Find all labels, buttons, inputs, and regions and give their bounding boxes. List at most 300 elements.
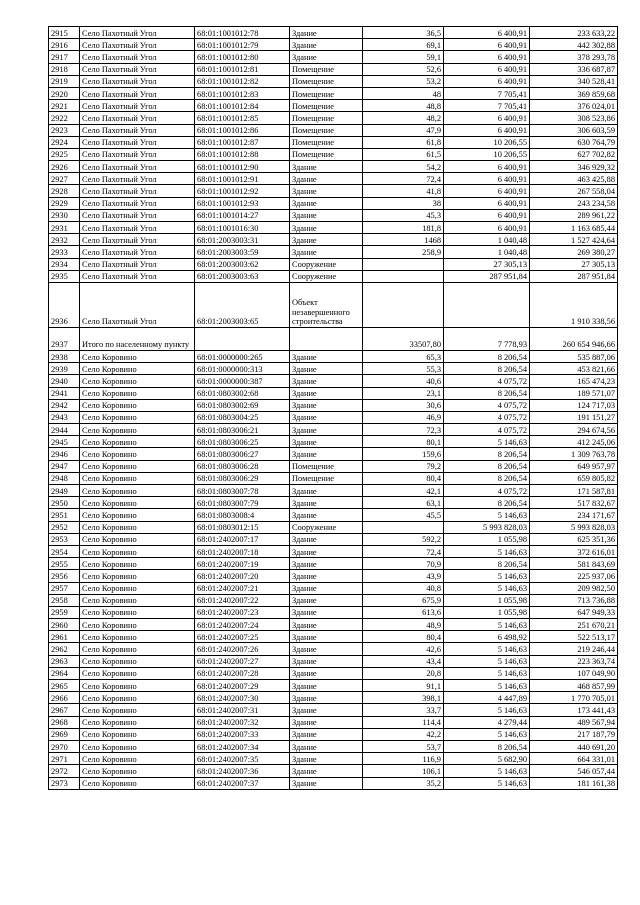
cell-settlement: Село Пахотный Угол <box>80 185 195 197</box>
cell-row-number: 2919 <box>49 75 80 87</box>
cell-cadastral-number: 68:01:1001016:30 <box>195 222 290 234</box>
cell-cadastral-number: 68:01:0803002:68 <box>195 387 290 399</box>
cell-object-type: Здание <box>290 777 363 789</box>
table-row <box>49 716 618 728</box>
cell-area: 48,2 <box>363 112 444 124</box>
cell-settlement: Село Коровино <box>80 692 195 704</box>
cell-cadastral-value: 234 171,67 <box>530 509 618 521</box>
cell-area: 45,3 <box>363 209 444 221</box>
cell-object-type: Здание <box>290 375 363 387</box>
cell-object-type: Здание <box>290 222 363 234</box>
table-row <box>49 460 618 472</box>
cell-cadastral-value: 630 764,79 <box>530 136 618 148</box>
table-row <box>49 39 618 51</box>
cell-settlement: Село Коровино <box>80 448 195 460</box>
cell-object-type: Здание <box>290 363 363 375</box>
cell-area <box>363 258 444 270</box>
cell-settlement: Село Пахотный Угол <box>80 100 195 112</box>
cell-row-number: 2943 <box>49 411 80 423</box>
cell-area: 72,4 <box>363 173 444 185</box>
table-row <box>49 570 618 582</box>
cell-unit-value: 6 400,91 <box>444 124 530 136</box>
cell-settlement: Село Коровино <box>80 655 195 667</box>
cell-settlement: Село Пахотный Угол <box>80 161 195 173</box>
cell-cadastral-value: 713 736,88 <box>530 594 618 606</box>
cell-row-number: 2967 <box>49 704 80 716</box>
cell-settlement: Село Пахотный Угол <box>80 124 195 136</box>
cell-row-number: 2918 <box>49 63 80 75</box>
cell-object-type: Здание <box>290 680 363 692</box>
cell-row-number: 2948 <box>49 472 80 484</box>
cell-cadastral-value: 1 309 763,78 <box>530 448 618 460</box>
cell-cadastral-value: 1 163 685,44 <box>530 222 618 234</box>
cell-row-number: 2957 <box>49 582 80 594</box>
cell-settlement: Село Коровино <box>80 485 195 497</box>
cell-row-number: 2961 <box>49 631 80 643</box>
cell-cadastral-number: 68:01:2402007:24 <box>195 619 290 631</box>
table-row <box>49 112 618 124</box>
cell-settlement: Село Пахотный Угол <box>80 258 195 270</box>
cell-object-type: Здание <box>290 39 363 51</box>
cell-row-number: 2962 <box>49 643 80 655</box>
cell-unit-value: 6 400,91 <box>444 51 530 63</box>
cell-object-type: Помещение <box>290 87 363 99</box>
cell-row-number: 2925 <box>49 148 80 160</box>
table-row <box>49 680 618 692</box>
cell-cadastral-number: 68:01:2402007:35 <box>195 753 290 765</box>
cell-object-type: Здание <box>290 411 363 423</box>
cell-cadastral-value: 269 380,27 <box>530 246 618 258</box>
cell-area: 54,2 <box>363 161 444 173</box>
cell-unit-value: 1 055,98 <box>444 533 530 545</box>
cell-object-type: Здание <box>290 485 363 497</box>
table-row <box>49 777 618 789</box>
cell-settlement: Село Пахотный Угол <box>80 246 195 258</box>
cell-settlement: Село Коровино <box>80 570 195 582</box>
cell-cadastral-value: 251 670,21 <box>530 619 618 631</box>
cell-unit-value: 10 206,55 <box>444 148 530 160</box>
cell-settlement: Село Коровино <box>80 411 195 423</box>
cell-cadastral-value: 468 857,99 <box>530 680 618 692</box>
cell-object-type: Помещение <box>290 100 363 112</box>
cell-cadastral-number: 68:01:1001012:83 <box>195 87 290 99</box>
cell-cadastral-value: 165 474,23 <box>530 375 618 387</box>
cell-settlement: Село Коровино <box>80 363 195 375</box>
cell-unit-value: 4 075,72 <box>444 375 530 387</box>
cell-cadastral-number: 68:01:2402007:28 <box>195 667 290 679</box>
table-row <box>49 448 618 460</box>
cell-cadastral-value: 659 805,82 <box>530 472 618 484</box>
cell-unit-value: 7 705,41 <box>444 87 530 99</box>
cell-cadastral-value: 294 674,56 <box>530 424 618 436</box>
cell-object-type: Здание <box>290 692 363 704</box>
cell-settlement: Село Коровино <box>80 424 195 436</box>
cell-object-type: Здание <box>290 558 363 570</box>
cell-cadastral-number: 68:01:1001012:90 <box>195 161 290 173</box>
table-row <box>49 631 618 643</box>
cell-unit-value: 8 206,54 <box>444 363 530 375</box>
cell-settlement: Село Коровино <box>80 399 195 411</box>
cell-area: 80,4 <box>363 631 444 643</box>
cell-cadastral-number: 68:01:2402007:34 <box>195 740 290 752</box>
cell-cadastral-number: 68:01:0803002:69 <box>195 399 290 411</box>
cell-cadastral-number: 68:01:2402007:25 <box>195 631 290 643</box>
cell-row-number: 2929 <box>49 197 80 209</box>
cell-area: 36,5 <box>363 27 444 39</box>
cell-settlement: Село Коровино <box>80 594 195 606</box>
cell-settlement: Село Коровино <box>80 728 195 740</box>
table-row <box>49 740 618 752</box>
cell-object-type: Здание <box>290 728 363 740</box>
cell-settlement: Село Пахотный Угол <box>80 270 195 282</box>
cell-settlement: Село Коровино <box>80 740 195 752</box>
cell-object-type: Объект незавершенного строительства <box>290 282 363 327</box>
table-row <box>49 197 618 209</box>
table-row <box>49 51 618 63</box>
cell-cadastral-number: 68:01:2402007:19 <box>195 558 290 570</box>
cell-cadastral-value: 189 571,07 <box>530 387 618 399</box>
cell-settlement: Село Коровино <box>80 436 195 448</box>
table-row <box>49 655 618 667</box>
cell-cadastral-value: 463 425,88 <box>530 173 618 185</box>
cell-unit-value: 4 075,72 <box>444 399 530 411</box>
cell-unit-value: 287 951,84 <box>444 270 530 282</box>
table-row <box>49 619 618 631</box>
cell-cadastral-number: 68:01:2402007:26 <box>195 643 290 655</box>
cell-object-type: Здание <box>290 655 363 667</box>
cell-object-type: Здание <box>290 497 363 509</box>
cell-row-number: 2959 <box>49 606 80 618</box>
cell-unit-value: 6 400,91 <box>444 173 530 185</box>
cell-row-number: 2946 <box>49 448 80 460</box>
cell-settlement: Село Пахотный Угол <box>80 39 195 51</box>
cell-cadastral-number: 68:01:1001012:92 <box>195 185 290 197</box>
cell-object-type: Помещение <box>290 136 363 148</box>
cell-object-type: Помещение <box>290 112 363 124</box>
cell-row-number: 2971 <box>49 753 80 765</box>
cell-row-number: 2955 <box>49 558 80 570</box>
cell-area: 48,8 <box>363 100 444 112</box>
cell-cadastral-number: 68:01:0803004:25 <box>195 411 290 423</box>
cell-area <box>363 270 444 282</box>
cell-unit-value: 7 705,41 <box>444 100 530 112</box>
cell-row-number: 2920 <box>49 87 80 99</box>
cell-object-type: Сооружение <box>290 258 363 270</box>
table-row <box>49 234 618 246</box>
cell-row-number: 2934 <box>49 258 80 270</box>
cell-area: 91,1 <box>363 680 444 692</box>
cell-cadastral-number: 68:01:0803006:29 <box>195 472 290 484</box>
table-row <box>49 667 618 679</box>
cell-cadastral-number: 68:01:2402007:37 <box>195 777 290 789</box>
cell-row-number: 2926 <box>49 161 80 173</box>
cell-cadastral-value: 581 843,69 <box>530 558 618 570</box>
cell-row-number: 2954 <box>49 545 80 557</box>
cell-row-number: 2942 <box>49 399 80 411</box>
cell-object-type: Помещение <box>290 472 363 484</box>
cell-object-type: Здание <box>290 234 363 246</box>
cell-unit-value: 8 206,54 <box>444 460 530 472</box>
cell-area: 41,8 <box>363 185 444 197</box>
cell-cadastral-value: 209 982,50 <box>530 582 618 594</box>
cell-cadastral-value: 453 821,66 <box>530 363 618 375</box>
cell-unit-value: 5 146,63 <box>444 728 530 740</box>
cell-row-number: 2927 <box>49 173 80 185</box>
cell-cadastral-number: 68:01:1001012:84 <box>195 100 290 112</box>
cell-unit-value: 5 146,63 <box>444 509 530 521</box>
cell-cadastral-value: 124 717,03 <box>530 399 618 411</box>
cell-area: 80,4 <box>363 472 444 484</box>
cell-object-type <box>290 327 363 350</box>
cell-cadastral-number: 68:01:2402007:36 <box>195 765 290 777</box>
table-row <box>49 594 618 606</box>
cell-cadastral-value: 267 558,04 <box>530 185 618 197</box>
cell-settlement: Село Коровино <box>80 704 195 716</box>
cell-cadastral-value: 171 587,81 <box>530 485 618 497</box>
cell-area: 33507,80 <box>363 327 444 350</box>
cell-row-number: 2921 <box>49 100 80 112</box>
cell-settlement: Село Коровино <box>80 375 195 387</box>
cell-unit-value: 4 075,72 <box>444 485 530 497</box>
cell-area: 35,2 <box>363 777 444 789</box>
cell-settlement: Село Пахотный Угол <box>80 209 195 221</box>
table-row <box>49 497 618 509</box>
cell-unit-value: 5 146,63 <box>444 704 530 716</box>
cell-unit-value: 5 146,63 <box>444 619 530 631</box>
cell-unit-value: 7 778,93 <box>444 327 530 350</box>
table-row <box>49 350 618 362</box>
cell-unit-value: 5 682,90 <box>444 753 530 765</box>
cell-row-number: 2969 <box>49 728 80 740</box>
cell-area: 48 <box>363 87 444 99</box>
cell-object-type: Здание <box>290 643 363 655</box>
cell-cadastral-number: 68:01:2003003:59 <box>195 246 290 258</box>
cell-settlement: Село Пахотный Угол <box>80 197 195 209</box>
cell-cadastral-number: 68:01:2003003:62 <box>195 258 290 270</box>
cell-cadastral-number: 68:01:0803007:78 <box>195 485 290 497</box>
cell-unit-value: 4 075,72 <box>444 424 530 436</box>
cell-cadastral-number: 68:01:2402007:27 <box>195 655 290 667</box>
table-row <box>49 100 618 112</box>
cell-unit-value: 6 498,92 <box>444 631 530 643</box>
cell-cadastral-value: 225 937,06 <box>530 570 618 582</box>
cell-cadastral-number: 68:01:2402007:20 <box>195 570 290 582</box>
table-row <box>49 136 618 148</box>
cell-cadastral-value: 378 293,78 <box>530 51 618 63</box>
cell-settlement: Село Коровино <box>80 558 195 570</box>
cell-object-type: Сооружение <box>290 521 363 533</box>
cell-cadastral-value: 219 246,44 <box>530 643 618 655</box>
cell-area: 159,6 <box>363 448 444 460</box>
cell-row-number: 2940 <box>49 375 80 387</box>
cell-unit-value: 5 146,63 <box>444 570 530 582</box>
cell-area: 52,6 <box>363 63 444 75</box>
cell-area: 70,9 <box>363 558 444 570</box>
cell-object-type: Здание <box>290 209 363 221</box>
cell-cadastral-value: 308 523,86 <box>530 112 618 124</box>
cell-unit-value: 8 206,54 <box>444 472 530 484</box>
cell-cadastral-number: 68:01:2402007:23 <box>195 606 290 618</box>
cell-settlement: Село Коровино <box>80 472 195 484</box>
cell-row-number: 2951 <box>49 509 80 521</box>
cell-unit-value: 1 055,98 <box>444 594 530 606</box>
table-row <box>49 148 618 160</box>
cell-row-number: 2933 <box>49 246 80 258</box>
cell-cadastral-value: 260 654 946,66 <box>530 327 618 350</box>
cell-cadastral-number: 68:01:2402007:17 <box>195 533 290 545</box>
cell-row-number: 2915 <box>49 27 80 39</box>
cell-unit-value: 1 040,48 <box>444 234 530 246</box>
cell-object-type: Здание <box>290 704 363 716</box>
cell-object-type: Здание <box>290 173 363 185</box>
cell-area: 116,9 <box>363 753 444 765</box>
cell-settlement: Село Коровино <box>80 716 195 728</box>
cell-row-number: 2938 <box>49 350 80 362</box>
cell-area: 106,1 <box>363 765 444 777</box>
cell-area: 43,4 <box>363 655 444 667</box>
cell-settlement: Село Пахотный Угол <box>80 136 195 148</box>
cell-row-number: 2973 <box>49 777 80 789</box>
cell-object-type: Здание <box>290 619 363 631</box>
cell-cadastral-value: 649 957,97 <box>530 460 618 472</box>
cell-object-type: Здание <box>290 27 363 39</box>
cell-unit-value: 5 146,63 <box>444 582 530 594</box>
cell-row-number: 2952 <box>49 521 80 533</box>
cell-object-type: Здание <box>290 387 363 399</box>
cell-cadastral-number: 68:01:0803006:25 <box>195 436 290 448</box>
cell-unit-value: 6 400,91 <box>444 75 530 87</box>
cell-object-type: Здание <box>290 545 363 557</box>
cell-cadastral-number: 68:01:1001012:85 <box>195 112 290 124</box>
cell-cadastral-value: 217 187,79 <box>530 728 618 740</box>
cell-area: 258,9 <box>363 246 444 258</box>
cell-cadastral-number: 68:01:0000000:313 <box>195 363 290 375</box>
cell-cadastral-value: 287 951,84 <box>530 270 618 282</box>
cell-row-number: 2972 <box>49 765 80 777</box>
cell-settlement: Село Коровино <box>80 765 195 777</box>
cell-cadastral-value: 627 702,82 <box>530 148 618 160</box>
table-row <box>49 424 618 436</box>
cell-area: 181,8 <box>363 222 444 234</box>
cell-cadastral-number: 68:01:1001012:93 <box>195 197 290 209</box>
cell-cadastral-number: 68:01:0803006:27 <box>195 448 290 460</box>
cell-settlement: Село Пахотный Угол <box>80 75 195 87</box>
cell-object-type: Помещение <box>290 75 363 87</box>
cell-row-number: 2923 <box>49 124 80 136</box>
cell-area: 675,9 <box>363 594 444 606</box>
cell-area: 398,1 <box>363 692 444 704</box>
table-row <box>49 222 618 234</box>
cell-cadastral-number <box>195 327 290 350</box>
cell-cadastral-number: 68:01:0803006:21 <box>195 424 290 436</box>
cell-settlement: Село Коровино <box>80 350 195 362</box>
cell-unit-value: 5 146,63 <box>444 643 530 655</box>
cell-area: 53,7 <box>363 740 444 752</box>
cell-cadastral-number: 68:01:1001012:86 <box>195 124 290 136</box>
cell-area <box>363 521 444 533</box>
cell-row-number: 2939 <box>49 363 80 375</box>
cell-cadastral-number: 68:01:2402007:22 <box>195 594 290 606</box>
cell-unit-value: 10 206,55 <box>444 136 530 148</box>
table-row <box>49 124 618 136</box>
cell-cadastral-value: 489 567,94 <box>530 716 618 728</box>
cell-unit-value: 8 206,54 <box>444 448 530 460</box>
cell-area: 69,1 <box>363 39 444 51</box>
cell-settlement: Село Пахотный Угол <box>80 222 195 234</box>
cell-unit-value: 6 400,91 <box>444 112 530 124</box>
table-row <box>49 704 618 716</box>
cell-object-type: Здание <box>290 594 363 606</box>
table-row <box>49 75 618 87</box>
cell-area: 42,2 <box>363 728 444 740</box>
cell-unit-value: 1 040,48 <box>444 246 530 258</box>
table-row <box>49 387 618 399</box>
cell-row-number: 2931 <box>49 222 80 234</box>
cell-cadastral-value: 369 859,68 <box>530 87 618 99</box>
cell-cadastral-number: 68:01:1001014:27 <box>195 209 290 221</box>
cell-cadastral-value: 647 949,33 <box>530 606 618 618</box>
cell-unit-value: 8 206,54 <box>444 558 530 570</box>
table-row <box>49 173 618 185</box>
cell-row-number: 2958 <box>49 594 80 606</box>
cell-unit-value: 6 400,91 <box>444 197 530 209</box>
table-row <box>49 270 618 282</box>
cell-area: 72,3 <box>363 424 444 436</box>
cell-settlement: Село Коровино <box>80 680 195 692</box>
cell-area: 23,1 <box>363 387 444 399</box>
cell-cadastral-value: 243 234,58 <box>530 197 618 209</box>
cell-unit-value: 5 146,63 <box>444 667 530 679</box>
cell-unit-value: 1 055,98 <box>444 606 530 618</box>
cell-cadastral-value: 27 305,13 <box>530 258 618 270</box>
table-row <box>49 399 618 411</box>
cell-unit-value: 5 146,63 <box>444 655 530 667</box>
cell-area: 40,8 <box>363 582 444 594</box>
cell-settlement: Село Коровино <box>80 497 195 509</box>
cell-row-number: 2968 <box>49 716 80 728</box>
cell-settlement: Село Коровино <box>80 643 195 655</box>
table-row <box>49 411 618 423</box>
cell-cadastral-value: 1 910 338,56 <box>530 282 618 327</box>
cell-object-type: Здание <box>290 509 363 521</box>
cell-cadastral-number: 68:01:2402007:30 <box>195 692 290 704</box>
cell-object-type: Здание <box>290 350 363 362</box>
cell-settlement: Село Пахотный Угол <box>80 63 195 75</box>
cell-object-type: Здание <box>290 753 363 765</box>
cell-unit-value <box>444 282 530 327</box>
cell-unit-value: 5 146,63 <box>444 680 530 692</box>
cell-area: 40,6 <box>363 375 444 387</box>
cell-cadastral-value: 107 049,90 <box>530 667 618 679</box>
cadastral-value-table <box>48 26 618 790</box>
cell-unit-value: 8 206,54 <box>444 497 530 509</box>
table-row <box>49 472 618 484</box>
cell-settlement: Село Коровино <box>80 521 195 533</box>
cell-row-number: 2964 <box>49 667 80 679</box>
cell-cadastral-number: 68:01:0803007:79 <box>195 497 290 509</box>
cell-settlement: Село Коровино <box>80 619 195 631</box>
cell-settlement: Итого по населенному пункту <box>80 327 195 350</box>
cell-area: 61,8 <box>363 136 444 148</box>
table-row <box>49 509 618 521</box>
cell-unit-value: 5 993 828,03 <box>444 521 530 533</box>
cell-unit-value: 5 146,63 <box>444 765 530 777</box>
cell-cadastral-number: 68:01:2402007:32 <box>195 716 290 728</box>
cell-cadastral-value: 1 770 705,01 <box>530 692 618 704</box>
cell-area: 592,2 <box>363 533 444 545</box>
cell-unit-value: 8 206,54 <box>444 387 530 399</box>
table-row <box>49 545 618 557</box>
